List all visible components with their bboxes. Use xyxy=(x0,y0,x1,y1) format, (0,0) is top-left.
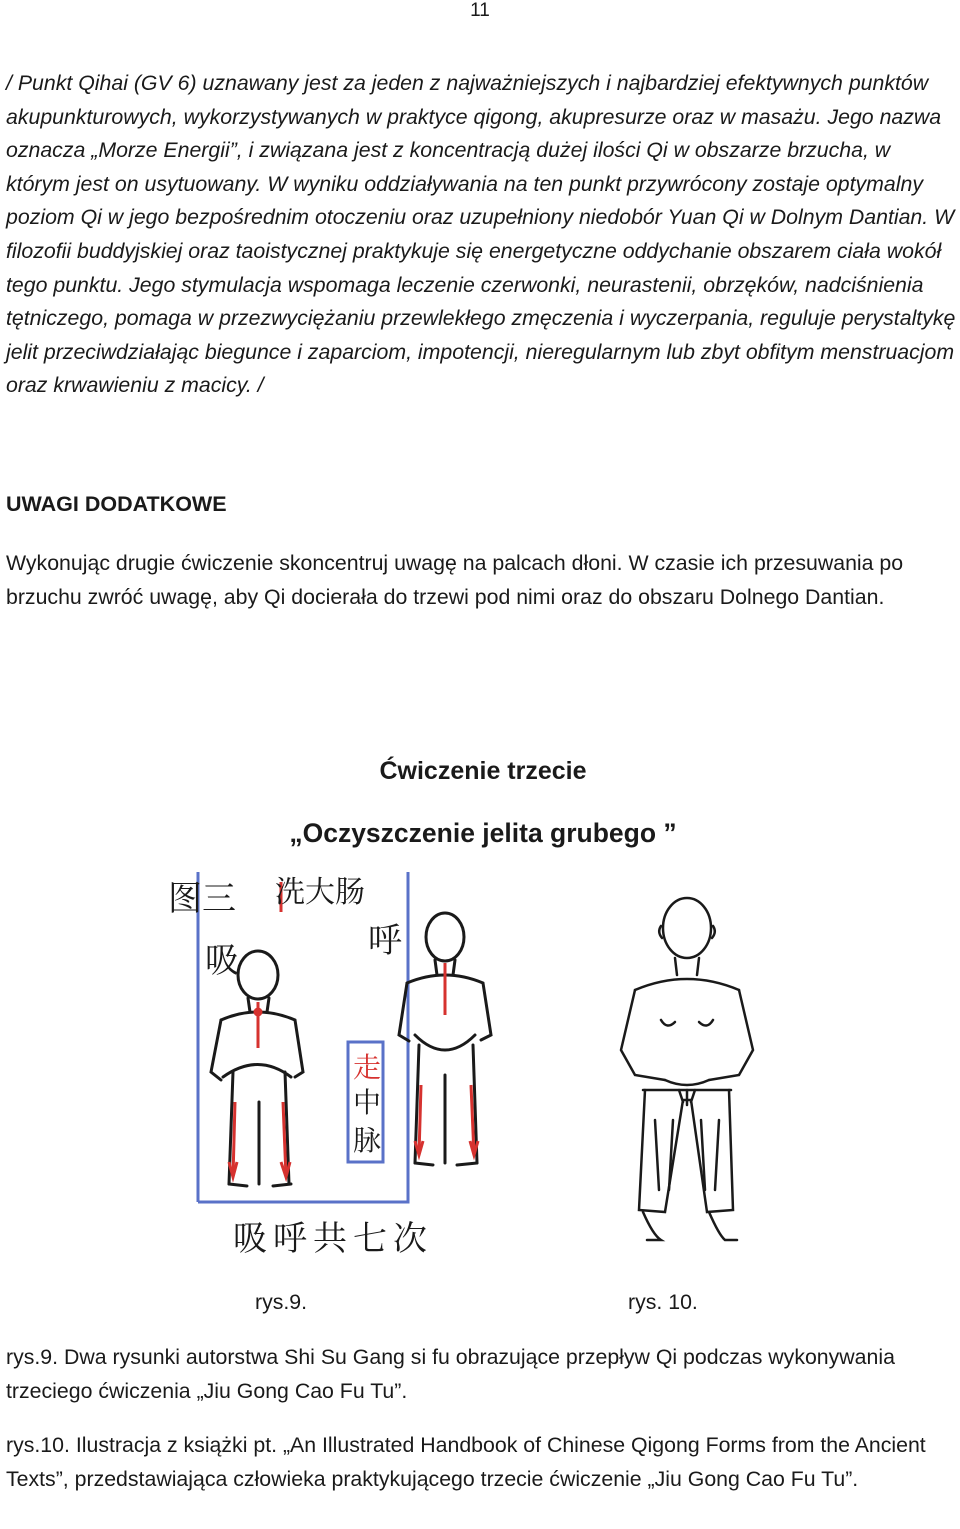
figure-title-chars: 图三 xyxy=(168,879,236,919)
count-chars: 吸呼共七次 xyxy=(233,1219,433,1259)
intro-paragraph: / Punkt Qihai (GV 6) uznawany jest za jeden z najważniejszych i najbardziej efektywnych punktów akupunkturowych, wykorzystywanych w praktyce qigong, akupresurze oraz w masażu. Jego nazwa oznacza „Morze Energii”, i związana jest z koncentracją dużej ilości Qi w obszarze brzucha, w którym jest on usytuowany. W wyniku oddziaływania na ten punkt przywrócony zostaje optymalny poziom Qi w jego bezpośrednim otoczeniu oraz uzupełniony niedobór Yuan Qi w Dolnym Dantian. W filozofii buddyjskiej oraz taoistycznej praktykuje się energetyczne oddychanie obszarem ciała wokół tego punktu. Jego stymulacja wspomaga leczenie czerwonki, neurastenii, obrzęków, nadciśnienia tętniczego, pomaga w przezwyciężaniu przewlekłego zmęczenia i wyczerpania, reguluje perystaltykę jelit przeciwdziałając biegunce i zaparciom, impotencji, nieregularnym lub zbyt obfitym menstruacjom oraz krwawieniu z macicy. / xyxy=(6,71,956,398)
inhale-char: 吸 xyxy=(205,941,239,981)
middle-channel-char-2: 中 xyxy=(353,1086,382,1119)
middle-channel-char-3: 脉 xyxy=(353,1124,382,1157)
section-heading: UWAGI DODATKOWE xyxy=(6,492,227,516)
caption-rys9: rys.9. xyxy=(255,1290,308,1314)
page-number: 11 xyxy=(470,0,490,21)
middle-channel-char-1: 走 xyxy=(353,1051,382,1084)
left-figure-drawing xyxy=(211,951,303,1186)
figure-10-illustration xyxy=(595,890,775,1255)
notes-paragraph: Wykonując drugie ćwiczenie skoncentruj uwagę na palcach dłoni. W czasie ich przesuwania po brzuchu zwróć uwagę, aby Qi docierała do trzewi pod nimi oraz do obszaru Dolnego Dantian. xyxy=(6,551,904,609)
description-rys10: rys.10. Ilustracja z książki pt. „An Illustrated Handbook of Chinese Qigong Forms from the Ancient Texts”, przedstawiająca człowieka praktykującego trzecie ćwiczenie „Jiu Gong Cao Fu Tu”. xyxy=(6,1433,926,1491)
exercise-subtitle: „Oczyszczenie jelita grubego ” xyxy=(289,818,677,848)
description-rys9: rys.9. Dwa rysunki autorstwa Shi Su Gang si fu obrazujące przepływ Qi podczas wykonywania trzeciego ćwiczenia „Jiu Gong Cao Fu Tu”. xyxy=(6,1345,895,1403)
exhale-char: 呼 xyxy=(368,921,402,961)
figure-exercise-chars: 洗大肠 xyxy=(275,875,365,910)
figure-9-exhale-person xyxy=(395,905,505,1175)
exercise-title: Ćwiczenie trzecie xyxy=(379,757,587,785)
caption-rys10: rys. 10. xyxy=(628,1290,698,1314)
